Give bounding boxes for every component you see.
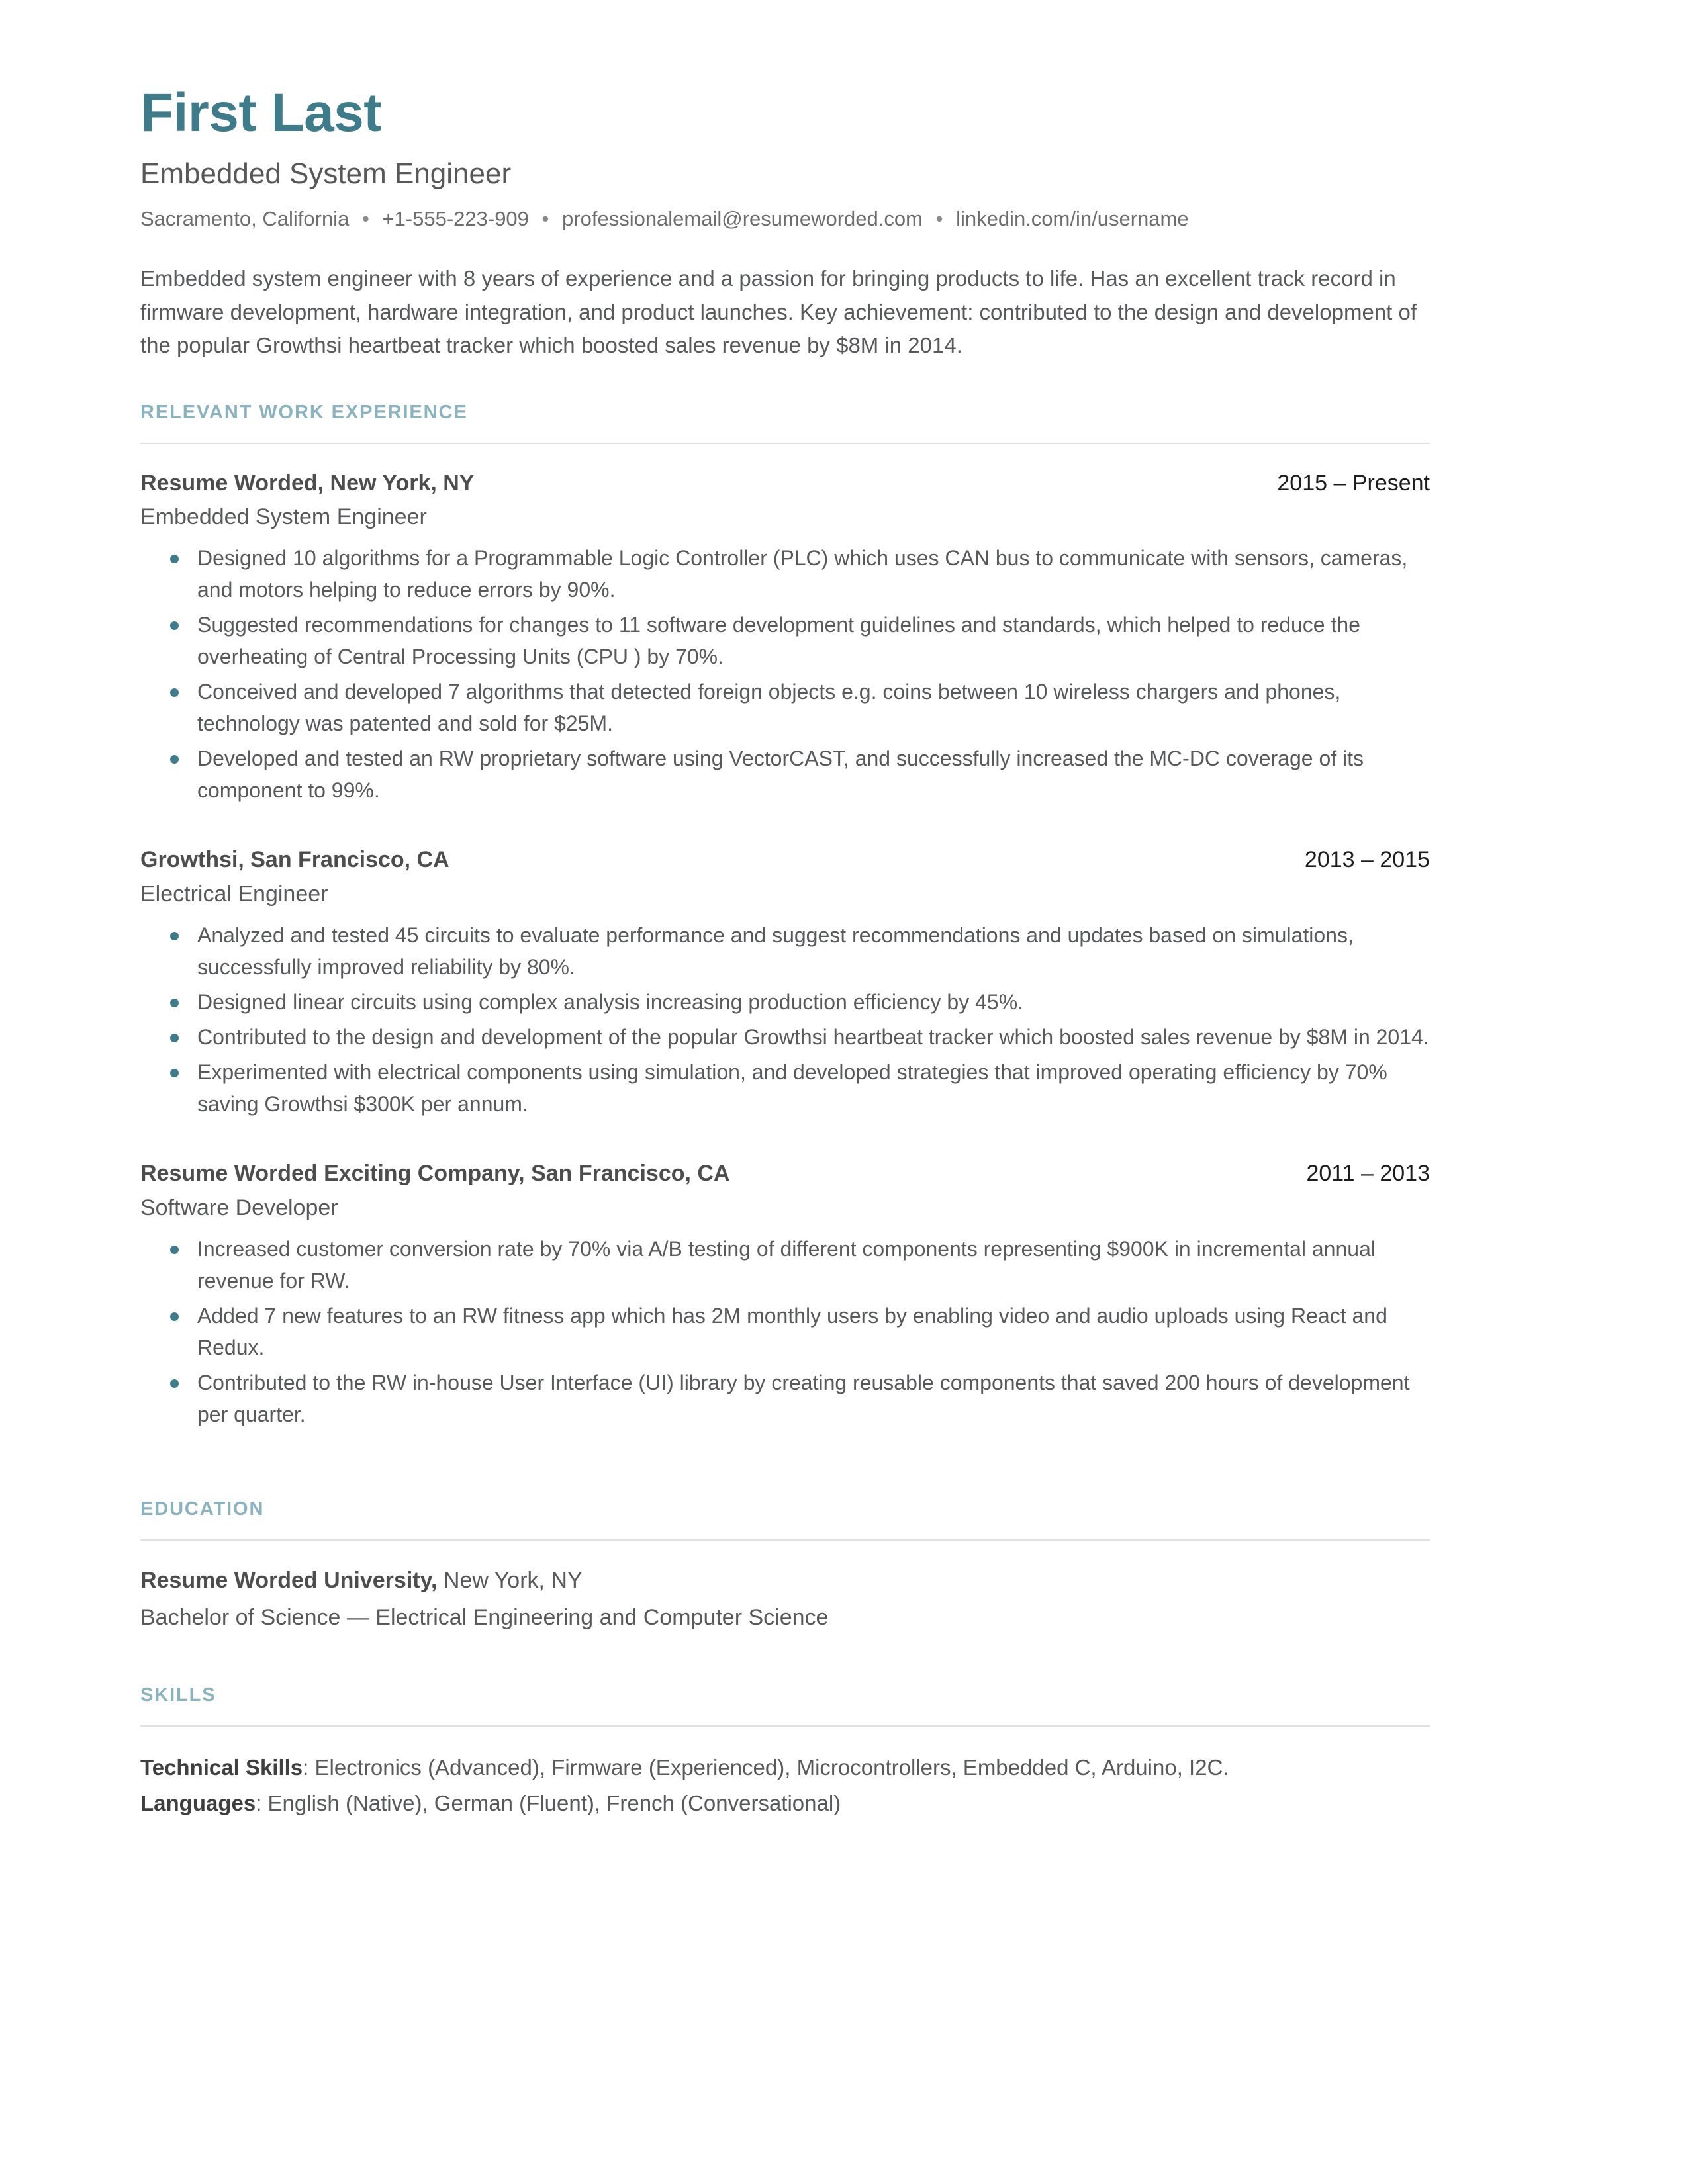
job-bullet-list xyxy=(140,1233,1430,1430)
contact-email[interactable]: professionalemail@resumeworded.com xyxy=(562,206,923,230)
skills-technical-label: Technical Skills xyxy=(140,1754,303,1780)
job-bullet xyxy=(140,609,1430,672)
section-divider-education xyxy=(140,1539,1430,1541)
section-title-skills: SKILLS xyxy=(140,1684,216,1706)
job-role: Electrical Engineer xyxy=(140,881,328,907)
job-header xyxy=(140,469,1430,498)
skills-technical-value: : Electronics (Advanced), Firmware (Experienced), Microcontrollers, Embedded C, Arduino, I2C. xyxy=(303,1754,1229,1780)
bullet-dot-icon xyxy=(170,1379,179,1388)
bullet-dot-icon xyxy=(170,621,179,630)
bullet-dot-icon xyxy=(170,1034,179,1042)
job-role: Embedded System Engineer xyxy=(140,504,427,530)
contact-separator-1: • xyxy=(361,206,369,230)
contact-phone: +1-555-223-909 xyxy=(382,206,529,230)
skills-languages-label: Languages xyxy=(140,1790,256,1815)
job-bullet-text: Designed 10 algorithms for a Programmable Logic Controller (PLC) which uses CAN bus to communicate with sensors, cameras, and motors helping to reduce errors by 90%. xyxy=(197,546,1408,602)
job-bullet xyxy=(140,542,1430,606)
job-bullet-text: Suggested recommendations for changes to 11 software development guidelines and standards, which helped to reduce the overheating of Central Processing Units (CPU ) by 70%. xyxy=(197,613,1360,669)
job-bullet-text: Increased customer conversion rate by 70% via A/B testing of different components representing $900K in incremental annual revenue for RW. xyxy=(197,1236,1376,1293)
education-school xyxy=(140,1566,1430,1595)
bullet-dot-icon xyxy=(170,688,179,697)
spacer xyxy=(140,817,1430,846)
bullet-dot-icon xyxy=(170,999,179,1007)
job-bullet-text: Added 7 new features to an RW fitness app which has 2M monthly users by enabling video and audio uploads using React and Redux. xyxy=(197,1303,1387,1359)
job-organization: Resume Worded, New York, NY xyxy=(140,470,475,496)
section-experience xyxy=(140,401,1430,1430)
contact-separator-2: • xyxy=(541,206,549,230)
contact-location: Sacramento, California xyxy=(140,206,350,230)
job-bullet-text: Conceived and developed 7 algorithms that detected foreign objects e.g. coins between 10 wireless chargers and phones, technology was patented and sold for $25M. xyxy=(197,680,1341,736)
bullet-dot-icon xyxy=(170,555,179,563)
job-bullet-text: Developed and tested an RW proprietary software using VectorCAST, and successfully increased the MC-DC coverage of its component to 99%. xyxy=(197,747,1364,803)
spacer xyxy=(140,1130,1430,1160)
job-bullet-list xyxy=(140,542,1430,806)
candidate-name: First Last xyxy=(140,83,382,143)
job-role: Software Developer xyxy=(140,1195,338,1220)
job-dates: 2011 – 2013 xyxy=(1306,1161,1430,1187)
job-entry xyxy=(140,1160,1430,1430)
section-divider-skills xyxy=(140,1725,1430,1727)
job-header xyxy=(140,846,1430,874)
resume-content xyxy=(140,85,1430,1819)
bullet-dot-icon xyxy=(170,1069,179,1077)
job-bullet-list xyxy=(140,919,1430,1120)
contact-line xyxy=(140,206,1430,232)
job-bullet xyxy=(140,919,1430,983)
education-degree: Bachelor of Science — Electrical Engineering and Computer Science xyxy=(140,1604,829,1630)
bullet-dot-icon xyxy=(170,1312,179,1321)
job-dates: 2015 – Present xyxy=(1277,470,1430,496)
job-bullet xyxy=(140,1367,1430,1430)
bullet-dot-icon xyxy=(170,932,179,940)
job-bullet-text: Analyzed and tested 45 circuits to evaluate performance and suggest recommendations and updates based on simulations, successfully improved reliability by 80%. xyxy=(197,923,1354,979)
job-bullet xyxy=(140,1021,1430,1053)
contact-separator-3: • xyxy=(935,206,943,230)
spacer xyxy=(140,1632,1430,1684)
bullet-dot-icon xyxy=(170,1246,179,1254)
spacer xyxy=(140,1441,1430,1498)
skills-languages xyxy=(140,1788,1430,1819)
bullet-dot-icon xyxy=(170,755,179,764)
professional-summary: Embedded system engineer with 8 years of experience and a passion for bringing products to life. Has an excellent track record in firmware development, hardware integration, and product launches. Key achievement: contributed to the design and development of the popular Growthsi heartbeat tracker which boosted sales revenue by $8M in 2014. xyxy=(140,266,1417,358)
section-skills xyxy=(140,1684,1430,1819)
job-organization: Growthsi, San Francisco, CA xyxy=(140,847,449,873)
job-bullet xyxy=(140,986,1430,1018)
job-dates: 2013 – 2015 xyxy=(1304,847,1430,873)
skills-languages-value: : English (Native), German (Fluent), French (Conversational) xyxy=(256,1790,841,1815)
section-education xyxy=(140,1498,1430,1632)
job-entry xyxy=(140,469,1430,807)
section-title-education: EDUCATION xyxy=(140,1498,265,1520)
job-bullet xyxy=(140,1056,1430,1120)
job-entry xyxy=(140,846,1430,1120)
job-bullet xyxy=(140,743,1430,806)
job-bullet xyxy=(140,1233,1430,1297)
contact-linkedin[interactable]: linkedin.com/in/username xyxy=(956,206,1189,230)
job-bullet xyxy=(140,1300,1430,1363)
job-bullet-text: Designed linear circuits using complex analysis increasing production efficiency by 45%. xyxy=(197,990,1024,1015)
job-bullet-text: Contributed to the RW in-house User Interface (UI) library by creating reusable components that saved 200 hours of development per quarter. xyxy=(197,1370,1410,1426)
job-bullet xyxy=(140,676,1430,739)
education-school-location: New York, NY xyxy=(437,1567,583,1593)
candidate-headline: Embedded System Engineer xyxy=(140,158,512,191)
job-organization: Resume Worded Exciting Company, San Francisco, CA xyxy=(140,1161,730,1187)
education-school-name: Resume Worded University, xyxy=(140,1567,438,1593)
job-header xyxy=(140,1160,1430,1188)
job-bullet-text: Contributed to the design and development of the popular Growthsi heartbeat tracker which boosted sales revenue by $8M in 2014. xyxy=(197,1025,1429,1050)
resume-header xyxy=(140,85,1430,363)
section-title-experience: RELEVANT WORK EXPERIENCE xyxy=(140,401,468,423)
job-bullet-text: Experimented with electrical components using simulation, and developed strategies that improved operating efficiency by 70% saving Growthsi $300K per annum. xyxy=(197,1060,1387,1116)
section-divider-experience xyxy=(140,443,1430,444)
skills-technical xyxy=(140,1752,1430,1784)
